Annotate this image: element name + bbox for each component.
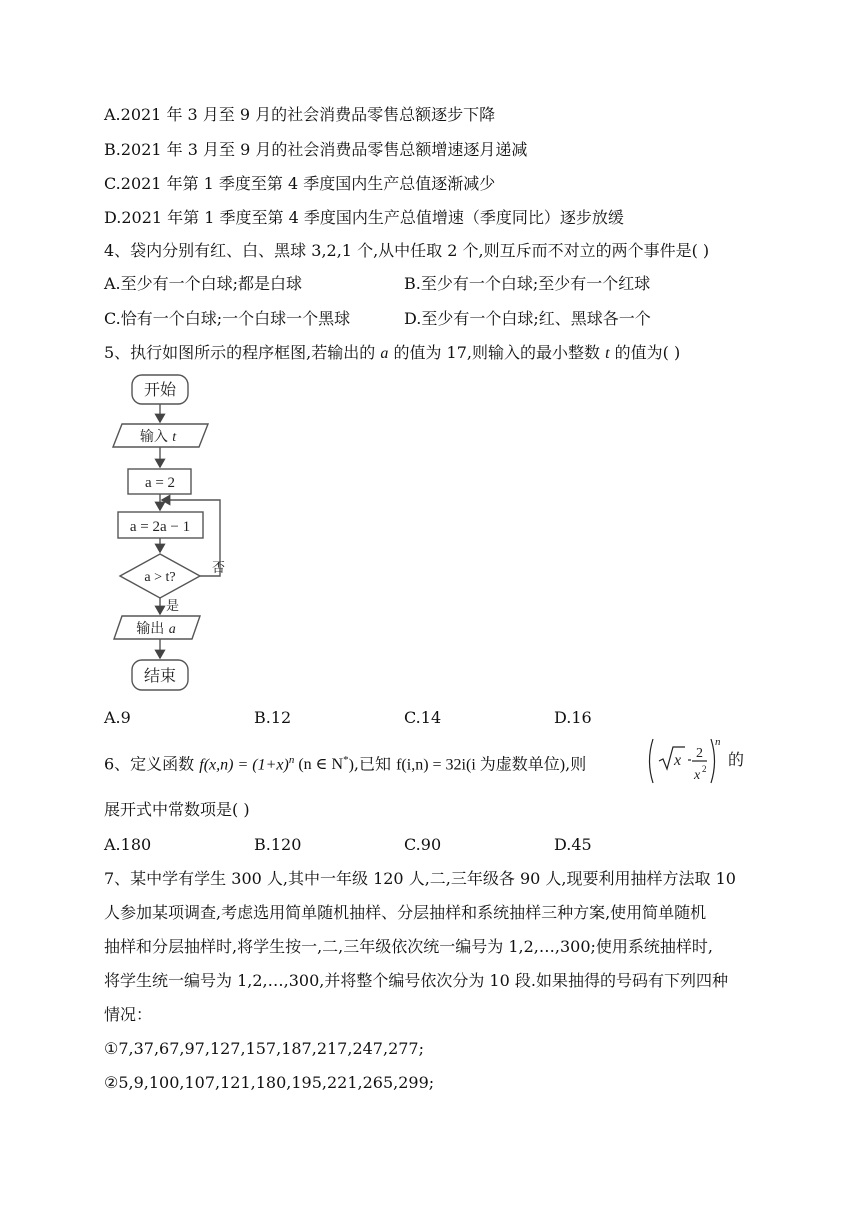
input-label: 输入 t xyxy=(139,429,177,445)
q5-flowchart xyxy=(100,372,240,697)
q5-option-a: A.9 xyxy=(104,708,131,727)
start-label: 开始 xyxy=(143,380,177,399)
assign-label-2: a = 2a − 1 xyxy=(129,519,191,535)
q6-option-a: A.180 xyxy=(104,835,152,854)
q7-line-3: 抽样和分层抽样时,将学生按一,二,三年级依次统一编号为 1,2,…,300;使用系统抽样时, xyxy=(104,937,713,956)
q6-option-b: B.120 xyxy=(254,835,302,854)
q6-option-d: D.45 xyxy=(554,835,592,854)
output-label: 输出 a xyxy=(136,621,176,637)
q5-option-c: C.14 xyxy=(404,708,442,727)
q7-case-1: ①7,37,67,97,127,157,187,217,247,277; xyxy=(104,1039,424,1058)
q3-option-d: D.2021 年第 1 季度至第 4 季度国内生产总值增速（季度同比）逐步放缓 xyxy=(104,208,624,227)
q5-var-a: a xyxy=(380,345,389,362)
q5-stem-text-3: 的值为( ) xyxy=(609,343,681,362)
yes-label: 是 xyxy=(166,599,180,614)
q4-option-b: B.至少有一个白球;至少有一个红球 xyxy=(404,274,651,293)
q6-function-def: f(x,n) = (1+x) xyxy=(199,756,289,774)
q4-option-d: D.至少有一个白球;红、黑球各一个 xyxy=(404,309,651,328)
q3-option-b: B.2021 年 3 月至 9 月的社会消费品零售总额增速逐月递减 xyxy=(104,140,528,159)
q7-line-2: 人参加某项调查,考虑选用简单随机抽样、分层抽样和系统抽样三种方案,使用简单随机 xyxy=(104,903,707,922)
q3-option-c: C.2021 年第 1 季度至第 4 季度国内生产总值逐渐减少 xyxy=(104,174,496,193)
q7-case-2: ②5,9,100,107,121,180,195,221,265,299; xyxy=(104,1073,435,1092)
q4-stem: 4、袋内分别有红、白、黑球 3,2,1 个,从中任取 2 个,则互斥而不对立的两个事件是( ) xyxy=(104,241,710,260)
q6-text-4: 的 xyxy=(728,750,745,769)
q4-option-a: A.至少有一个白球;都是白球 xyxy=(104,274,303,293)
q3-option-a: A.2021 年 3 月至 9 月的社会消费品零售总额逐步下降 xyxy=(104,105,496,124)
q6-text-2: ,已知 xyxy=(353,754,397,774)
q5-stem-text: 5、执行如图所示的程序框图,若输出的 xyxy=(104,343,381,362)
q5-var-t: t xyxy=(605,345,610,362)
q6-text-3: ,则 xyxy=(565,754,587,774)
svg-text:x: x xyxy=(674,752,682,769)
q6-function-value: f(i,n) = 32i(i 为虚数单位) xyxy=(396,756,566,774)
q6-stem-line2: 展开式中常数项是( ) xyxy=(104,800,250,819)
q6-option-c: C.90 xyxy=(404,835,442,854)
end-label: 结束 xyxy=(143,666,177,685)
svg-text:2: 2 xyxy=(702,764,707,774)
q7-line-5: 情况： xyxy=(104,1005,153,1024)
q6-domain: (n ∈ N xyxy=(298,756,344,774)
q6-domain-star: * xyxy=(343,754,349,766)
q5-stem-text-2: 的值为 17,则输入的最小整数 xyxy=(388,343,606,362)
q6-binomial-expression xyxy=(645,735,725,791)
assign-label-1: a = 2 xyxy=(144,475,176,491)
svg-text:n: n xyxy=(715,736,721,748)
q7-line-4: 将学生统一编号为 1,2,…,300,并将整个编号依次分为 10 段.如果抽得的号码有下列四种 xyxy=(104,971,728,990)
q7-line-1: 7、某中学有学生 300 人,其中一年级 120 人,二,三年级各 90 人,现要利用抽样方法取 10 xyxy=(104,869,736,888)
no-label: 否 xyxy=(212,561,226,576)
q4-option-c: C.恰有一个白球;一个白球一个黑球 xyxy=(104,309,351,328)
decision-label: a > t? xyxy=(144,570,176,585)
q6-domain-close: ) xyxy=(348,756,354,774)
q6-exponent-n: n xyxy=(288,754,295,766)
q5-option-d: D.16 xyxy=(554,708,592,727)
q6-text-1: 6、定义函数 xyxy=(104,754,200,774)
q5-stem xyxy=(104,342,680,365)
svg-text:2: 2 xyxy=(696,746,703,761)
q6-stem xyxy=(104,749,586,776)
q5-option-b: B.12 xyxy=(254,708,292,727)
svg-text:x: x xyxy=(694,768,701,783)
